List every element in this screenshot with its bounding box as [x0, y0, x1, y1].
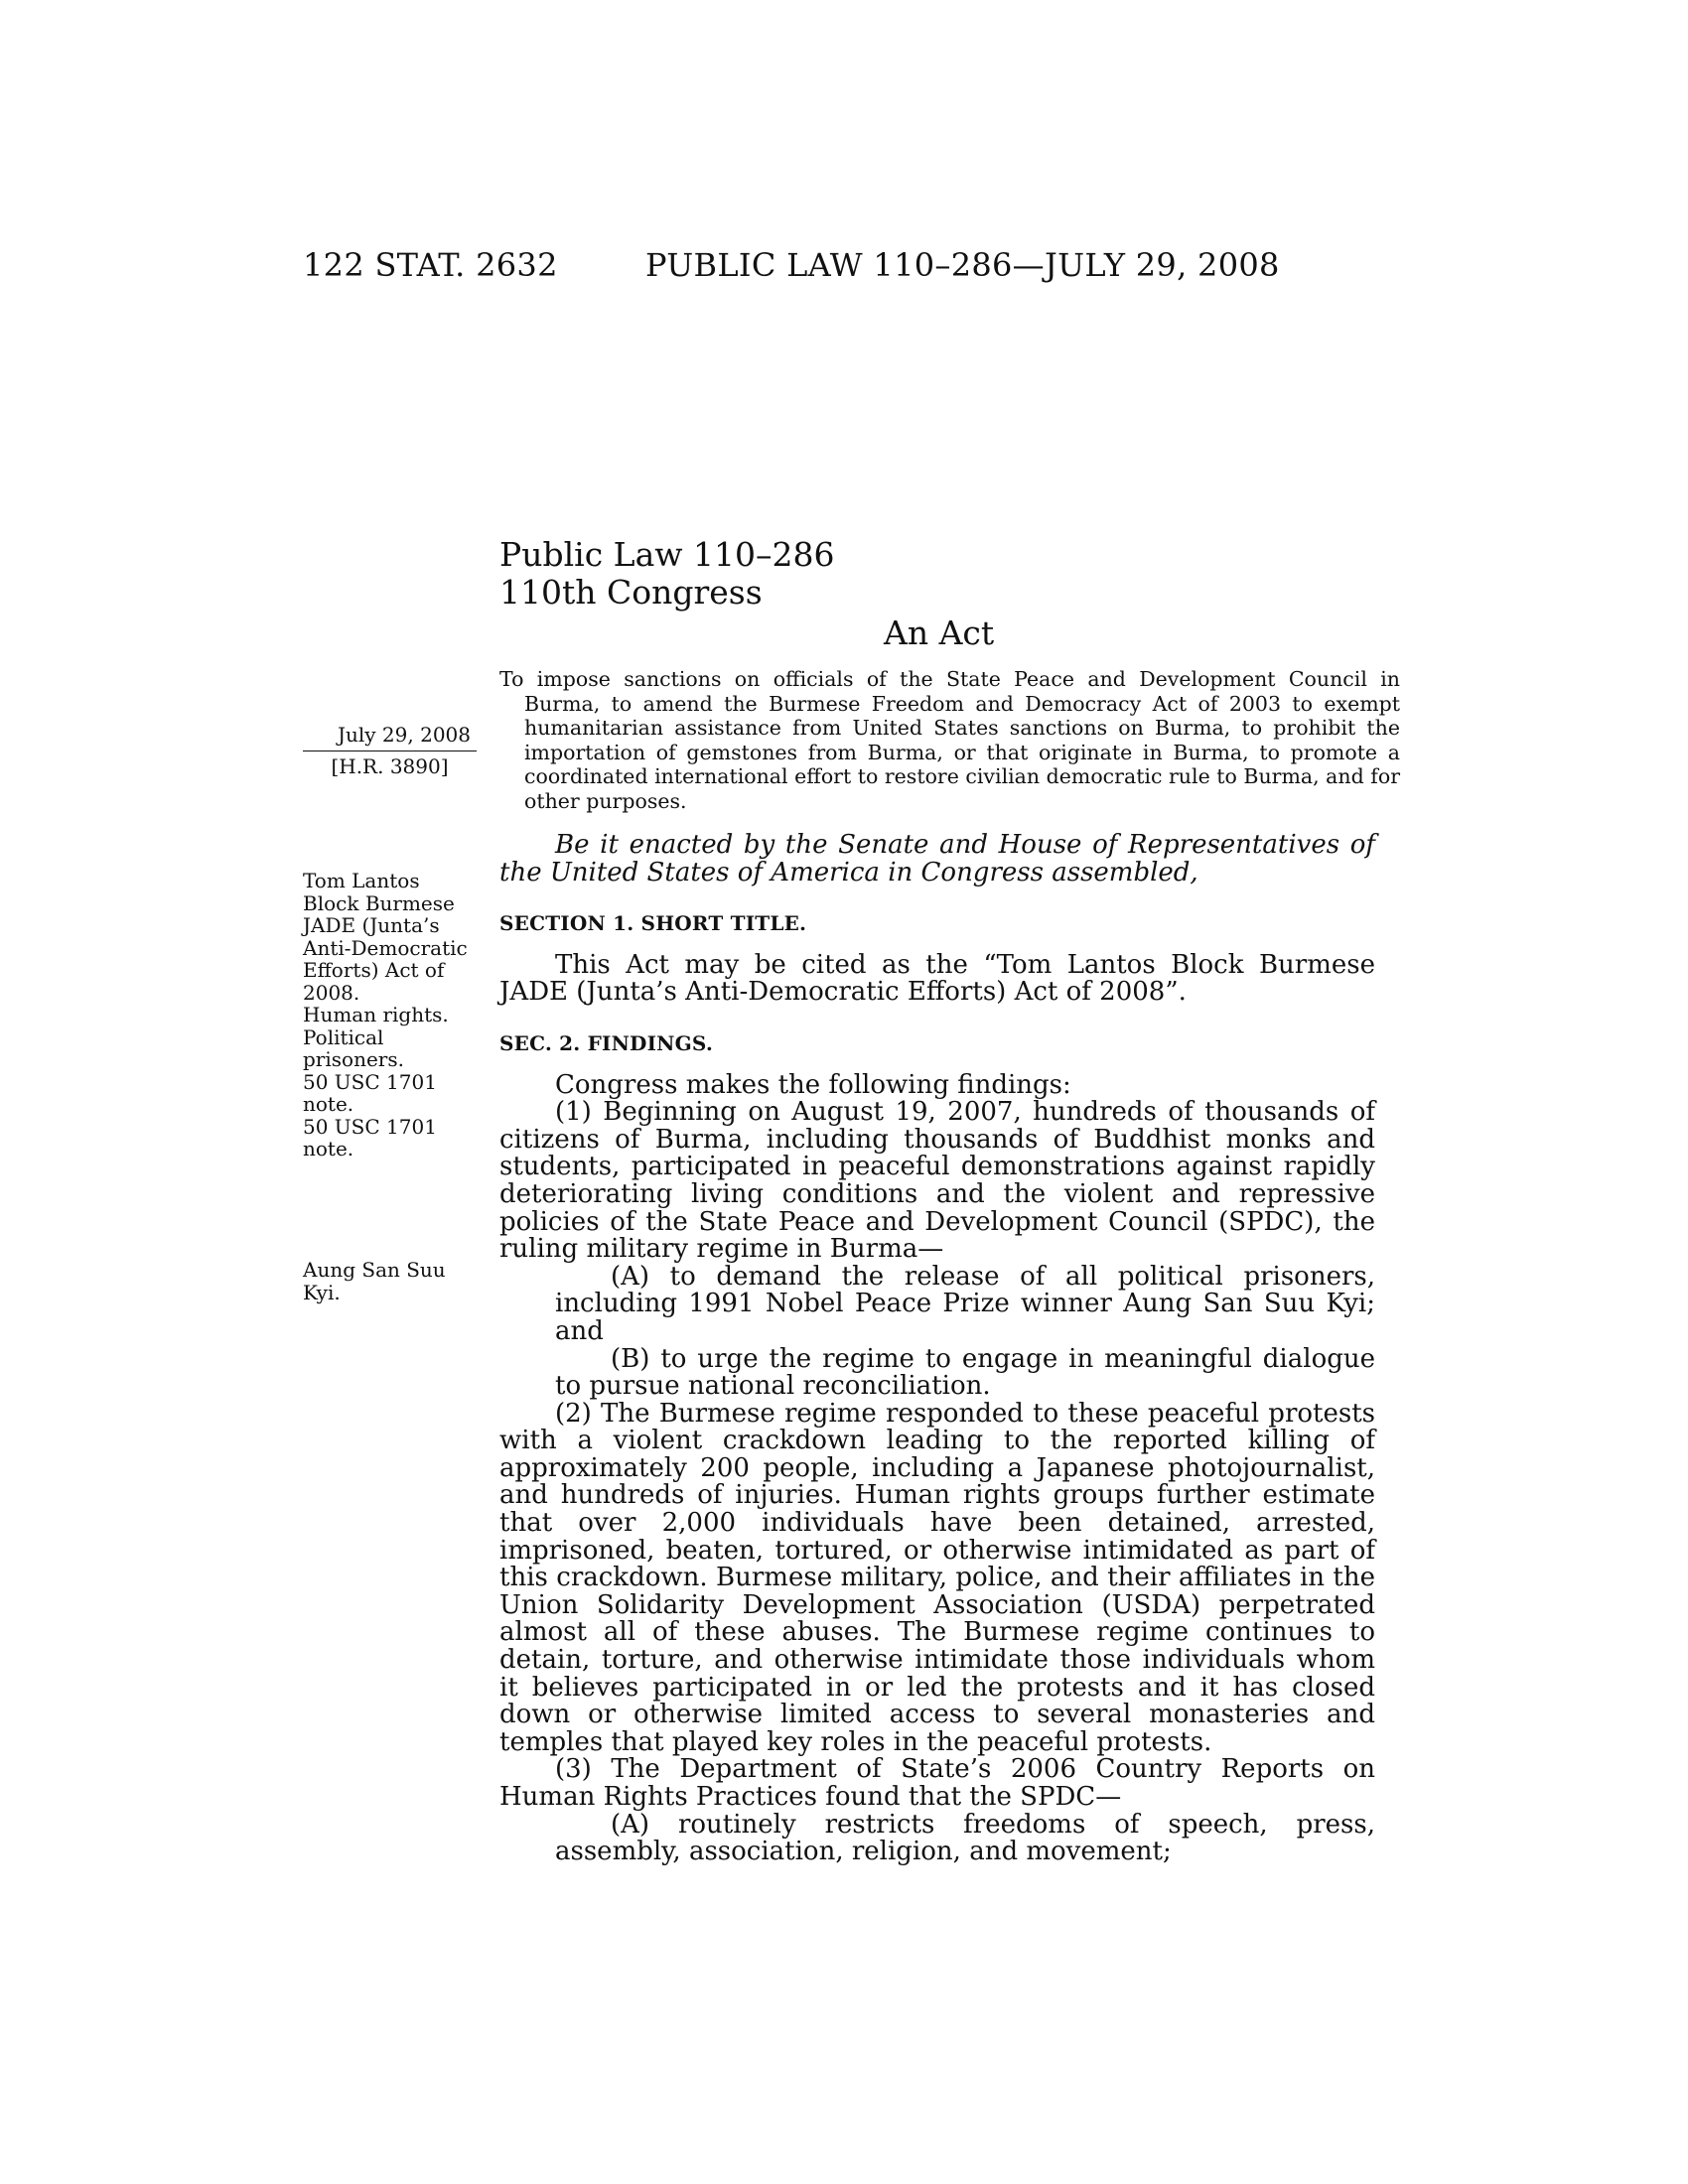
enacting-clause: Be it enacted by the Senate and House of Representatives of the United States of America in Congress assembled,	[499, 830, 1375, 887]
congress-number: 110th Congress	[499, 573, 763, 612]
margin-note-line: prisoners.	[303, 1047, 404, 1071]
running-head-title: PUBLIC LAW 110–286—JULY 29, 2008	[645, 246, 1280, 284]
law-title-block	[499, 536, 834, 612]
margin-note-line: Efforts) Act of	[303, 958, 445, 982]
margin-note-line: Block Burmese	[303, 890, 455, 915]
margin-note-line: Tom Lantos	[303, 869, 420, 892]
margin-note-line: note.	[303, 1137, 354, 1160]
margin-bill-number: [H.R. 3890]	[331, 754, 449, 778]
act-heading: An Act	[884, 614, 995, 652]
margin-note-line: Anti-Democratic	[303, 935, 468, 960]
margin-note-line: note.	[303, 1092, 354, 1116]
margin-note-line: 50 USC 1701	[303, 1069, 437, 1094]
act-purpose: To impose sanctions on officials of the State Peace and Development Council in Burma, to amend the Burmese Freedom and Democracy Act of 2003 to exempt humanitarian assistance from United States sanctions on Burma, to prohibit the importation of gemstones from Burma, or that originate in Burma, to promote a coordinated international effort to restore civilian democratic rule to Burma, and for other purposes.	[499, 667, 1400, 813]
finding-1-b: (B) to urge the regime to engage in meaningful dialogue to pursue national reconciliation.	[555, 1343, 1375, 1402]
finding-3-a: (A) routinely restricts freedoms of speech, press, assembly, association, religion, and movement;	[555, 1809, 1375, 1867]
section-2-heading: SEC. 2. FINDINGS.	[499, 1030, 714, 1055]
act-body	[499, 832, 1375, 1866]
margin-notes	[303, 870, 487, 1160]
finding-1-a: (A) to demand the release of all political prisoners, including 1991 Nobel Peace Prize winner Aung San Suu Kyi; and	[555, 1261, 1375, 1346]
page-stat-reference: 122 STAT. 2632	[303, 246, 558, 284]
section-1-text: This Act may be cited as the “Tom Lantos Block Burmese JADE (Junta’s Anti-Democratic Efforts) Act of 2008”.	[499, 949, 1375, 1008]
margin-note-line: Human rights.	[303, 1003, 449, 1026]
margin-date-block	[303, 723, 477, 778]
margin-date: July 29, 2008	[303, 723, 477, 751]
finding-2: (2) The Burmese regime responded to these peaceful protests with a violent crackdown leading to the reported killing of approximately 200 people, including a Japanese photojournalist, and hundreds of injuries. Human rights groups further estimate that over 2,000 individuals have been detained, arrested, imprisoned, beaten, tortured, or otherwise intimidated as part of this crackdown. Burmese military, police, and their affiliates in the Union Solidarity Development Association (USDA) perpetrated almost all of these abuses. The Burmese regime continues to detain, torture, and otherwise intimidate those individuals whom it believes participated in or led the protests and it has closed down or otherwise limited access to several monasteries and temples that played key roles in the peaceful protests.	[499, 1398, 1375, 1757]
margin-note-line: 2008.	[303, 980, 360, 1005]
margin-note-line: Kyi.	[303, 1280, 341, 1304]
margin-note-line: Political	[303, 1024, 384, 1049]
section-2-intro: Congress makes the following findings:	[555, 1069, 1071, 1100]
margin-note-aung-san-suu-kyi	[303, 1259, 487, 1303]
margin-note-line: 50 USC 1701	[303, 1114, 437, 1139]
section-1-heading: SECTION 1. SHORT TITLE.	[499, 911, 807, 936]
public-law-number: Public Law 110–286	[499, 535, 835, 574]
finding-3: (3) The Department of State’s 2006 Country Reports on Human Rights Practices found that the SPDC—	[499, 1754, 1375, 1812]
margin-note-line: JADE (Junta’s	[303, 913, 440, 937]
finding-1: (1) Beginning on August 19, 2007, hundreds of thousands of citizens of Burma, including thousands of Buddhist monks and students, participated in peaceful demonstrations against rapidly deteriorating living conditions and the violent and repressive policies of the State Peace and Development Council (SPDC), the ruling military regime in Burma—	[499, 1097, 1375, 1265]
margin-note-line: Aung San Suu	[303, 1258, 446, 1282]
